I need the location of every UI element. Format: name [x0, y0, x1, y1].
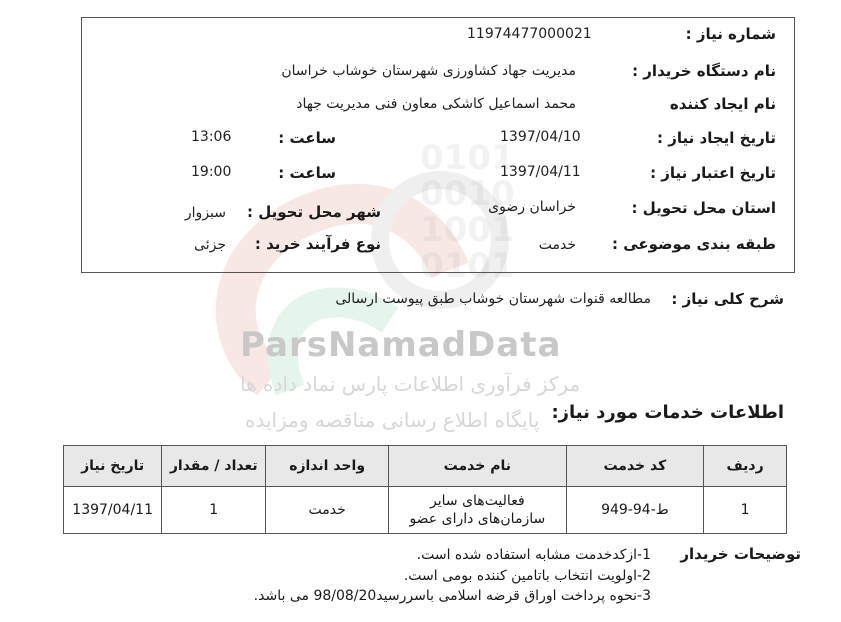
services-header-row [64, 446, 787, 487]
category-label: طبقه بندی موضوعی : [612, 235, 776, 253]
col-code: کد خدمت [566, 446, 704, 487]
cell-unit: خدمت [266, 487, 389, 534]
col-date: تاریخ نیاز [64, 446, 162, 487]
buyer-note-1: 1-ازکدخدمت مشابه استفاده شده است. [416, 547, 651, 563]
creator-label: نام ایجاد کننده [669, 95, 776, 113]
valid-date-label: تاریخ اعتبار نیاز : [650, 164, 776, 182]
cell-name [389, 487, 567, 534]
cell-name-line2: سازمان‌های دارای عضو [409, 511, 546, 527]
buyer-note-3: 3-نحوه پرداخت اوراق قرضه اسلامی باسررسید98/08/20 می باشد. [253, 588, 651, 604]
watermark-line2: پایگاه اطلاع رسانی مناقصه ومزایده [245, 408, 540, 432]
created-time-value: 13:06 [191, 129, 232, 145]
created-date-label: تاریخ ایجاد نیاز : [657, 129, 776, 147]
buyer-org-label: نام دستگاه خریدار : [632, 62, 776, 80]
buyer-note-2: 2-اولویت انتخاب باتامین کننده بومی است. [403, 568, 651, 584]
valid-time-value: 19:00 [191, 164, 232, 180]
category-value: خدمت [538, 237, 576, 253]
services-table [63, 445, 787, 534]
description-value: مطالعه قنوات شهرستان خوشاب طبق پیوست ارسالی [335, 291, 651, 307]
delivery-province-label: استان محل تحویل : [631, 199, 776, 217]
services-title: اطلاعات خدمات مورد نیاز: [551, 402, 784, 423]
buyer-notes-label: توضیحات خریدار [680, 545, 801, 563]
table-row [64, 487, 787, 534]
delivery-province-value: خراسان رضوی [488, 199, 576, 215]
watermark-digits: 0101 0010 1001 0101 [420, 138, 515, 286]
cell-qty: 1 [162, 487, 266, 534]
col-unit: واحد اندازه [266, 446, 389, 487]
col-row: ردیف [704, 446, 787, 487]
watermark-brand: ParsNamadData [240, 325, 562, 365]
buyer-org-value: مدیریت جهاد کشاورزی شهرستان خوشاب خراسان [281, 63, 576, 79]
delivery-city-label: شهر محل تحویل : [246, 203, 381, 221]
creator-value: محمد اسماعیل کاشکی معاون فنی مدیریت جهاد [296, 96, 576, 112]
description-label: شرح کلی نیاز : [671, 290, 784, 308]
cell-date: 1397/04/11 [64, 487, 162, 534]
delivery-city-value: سبزوار [184, 205, 226, 221]
created-time-label: ساعت : [278, 129, 336, 147]
cell-name-line1: فعالیت‌های سایر [430, 493, 525, 509]
watermark-line1: مرکز فرآوری اطلاعات پارس نماد داده ها [240, 372, 581, 396]
created-date-value: 1397/04/10 [500, 129, 581, 145]
cell-code: ط-94-949 [566, 487, 704, 534]
need-number-label: شماره نیاز : [685, 25, 776, 43]
valid-time-label: ساعت : [278, 164, 336, 182]
purchase-type-label: نوع فرآیند خرید : [254, 235, 381, 253]
need-number-value: 11974477000021 [467, 26, 592, 42]
cell-row: 1 [704, 487, 787, 534]
purchase-type-value: جزئی [194, 237, 226, 253]
valid-date-value: 1397/04/11 [500, 164, 581, 180]
col-qty: تعداد / مقدار [162, 446, 266, 487]
col-name: نام خدمت [389, 446, 567, 487]
